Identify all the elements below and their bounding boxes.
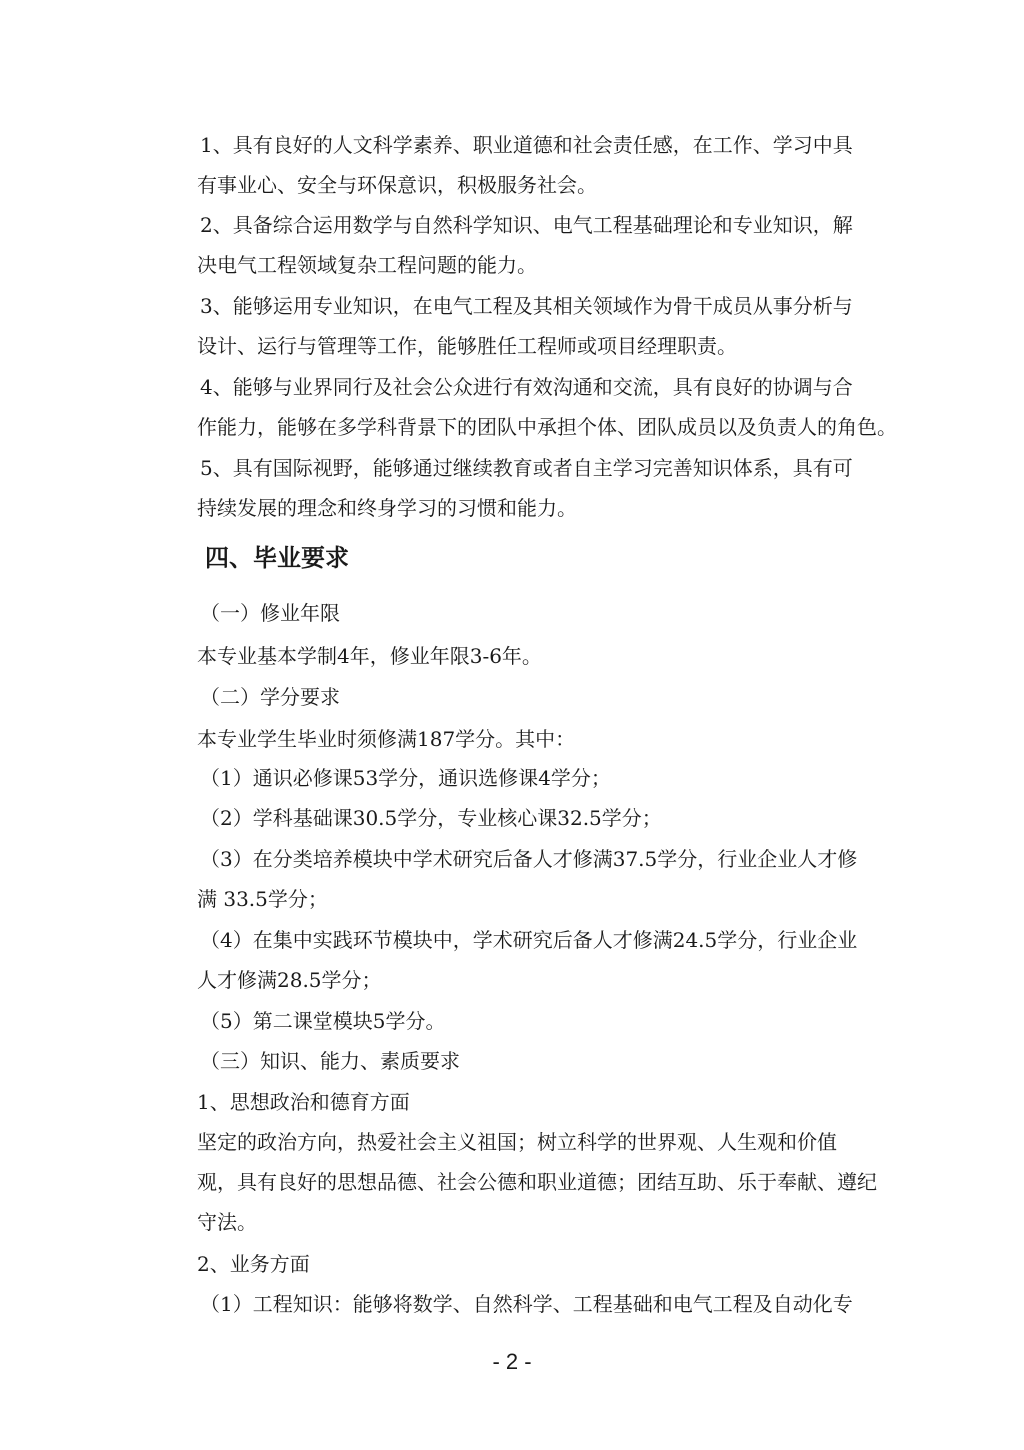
study-years-text: 本专业基本学制4年，修业年限3-6年。: [197, 644, 542, 668]
credits-title: （二）学分要求: [200, 685, 340, 709]
credits-item-2: （2）学科基础课30.5学分，专业核心课32.5学分；: [200, 806, 662, 830]
objective-5-line-1: 5、具有国际视野，能够通过继续教育或者自主学习完善知识体系，具有可: [200, 456, 853, 480]
objective-4-line-2: 作能力，能够在多学科背景下的团队中承担个体、团队成员以及负责人的角色。: [197, 415, 897, 439]
objective-3-line-2: 设计、运行与管理等工作，能够胜任工程师或项目经理职责。: [197, 334, 737, 358]
objective-3-line-1: 3、能够运用专业知识，在电气工程及其相关领域作为骨干成员从事分析与: [200, 294, 853, 318]
credits-item-5: （5）第二课堂模块5学分。: [200, 1009, 446, 1033]
objective-1-line-1: 1、具有良好的人文科学素养、职业道德和社会责任感，在工作、学习中具: [200, 133, 853, 157]
objective-4-line-1: 4、能够与业界同行及社会公众进行有效沟通和交流，具有良好的协调与合: [200, 375, 853, 399]
objective-2-line-1: 2、具备综合运用数学与自然科学知识、电气工程基础理论和专业知识，解: [200, 213, 853, 237]
objective-1-line-2: 有事业心、安全与环保意识，积极服务社会。: [197, 173, 597, 197]
credits-item-3-line-2: 满 33.5学分；: [197, 887, 328, 911]
credits-item-4-line-1: （4）在集中实践环节模块中，学术研究后备人才修满24.5学分，行业企业: [200, 928, 858, 952]
quality-title: （三）知识、能力、素质要求: [200, 1049, 460, 1073]
credits-text: 本专业学生毕业时须修满187学分。其中：: [197, 727, 576, 751]
section-heading: 四、毕业要求: [205, 544, 349, 572]
objective-2-line-2: 决电气工程领域复杂工程问题的能力。: [197, 253, 537, 277]
credits-item-3-line-1: （3）在分类培养模块中学术研究后备人才修满37.5学分，行业企业人才修: [200, 847, 858, 871]
quality-sub-1-line-1: 坚定的政治方向，热爱社会主义祖国；树立科学的世界观、人生观和价值: [197, 1130, 837, 1154]
quality-sub-1-line-2: 观，具有良好的思想品德、社会公德和职业道德；团结互助、乐于奉献、遵纪: [197, 1170, 877, 1194]
objective-5-line-2: 持续发展的理念和终身学习的习惯和能力。: [197, 496, 577, 520]
study-years-title: （一）修业年限: [200, 601, 340, 625]
quality-sub-1: 1、思想政治和德育方面: [197, 1090, 410, 1114]
page-number: - 2 -: [492, 1349, 532, 1374]
credits-item-4-line-2: 人才修满28.5学分；: [197, 968, 382, 992]
credits-item-1: （1）通识必修课53学分，通识选修课4学分；: [200, 766, 611, 790]
quality-sub-2-item-1: （1）工程知识：能够将数学、自然科学、工程基础和电气工程及自动化专: [200, 1292, 853, 1316]
quality-sub-2: 2、业务方面: [197, 1252, 310, 1276]
quality-sub-1-line-3: 守法。: [197, 1210, 257, 1234]
